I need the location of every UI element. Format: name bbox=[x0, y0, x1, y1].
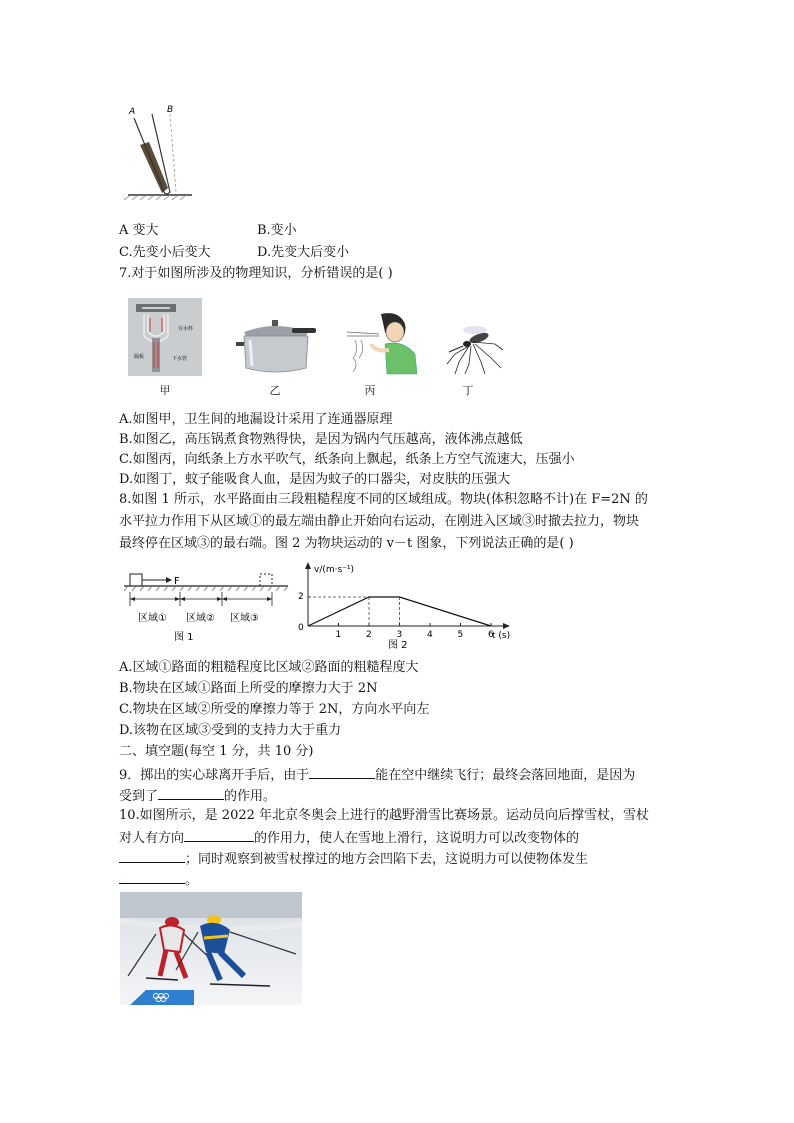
q6-option-a: A 变大 bbox=[119, 223, 159, 238]
q8-stem-line-1: 8.如图 1 所示，水平路面由三段粗糙程度不同的区域组成。物块(体积忽略不计)在 F=2N 的 bbox=[119, 492, 648, 507]
q8-stem-line-2: 水平拉力作用下从区域①的最左端由静止开始向右运动，在刚进入区域③时撤去拉力，物块 bbox=[119, 514, 640, 529]
figure-label-yi: 乙 bbox=[269, 384, 281, 397]
figure-label-ding: 丁 bbox=[462, 384, 474, 397]
x-tick-label: 6 bbox=[488, 630, 494, 640]
q8-option-a: A.区域①路面的粗糙程度比区域②路面的粗糙程度大 bbox=[119, 660, 419, 675]
section-2-title: 二、填空题(每空 1 分，共 10 分) bbox=[119, 744, 314, 759]
x-tick-label: 2 bbox=[366, 630, 372, 640]
q10-blank-1 bbox=[184, 828, 254, 842]
q7-option-d: D.如图丁，蚊子能吸食人血，是因为蚊子的口器尖，对皮肤的压强大 bbox=[119, 472, 511, 487]
y-axis-arrow bbox=[305, 562, 311, 569]
q6-option-c: C.先变小后变大 bbox=[119, 245, 211, 260]
q9-blank-1 bbox=[309, 765, 375, 779]
region-3-label: 区域③ bbox=[230, 613, 259, 624]
x-tick-label: 1 bbox=[335, 630, 342, 640]
svg-text:存水杯: 存水杯 bbox=[178, 326, 194, 332]
q6-option-d: D.先变大后变小 bbox=[257, 245, 350, 260]
q10-line-4: 。 bbox=[119, 870, 198, 890]
origin-label: 0 bbox=[298, 623, 304, 633]
tube-figure bbox=[120, 100, 200, 200]
svg-text:隔板: 隔板 bbox=[134, 354, 145, 360]
force-label: F bbox=[174, 576, 180, 587]
blowing-paper-figure bbox=[345, 310, 427, 376]
q7-option-b: B.如图乙，高压锅煮食物熟得快，是因为锅内气压越高，液体沸点越低 bbox=[119, 432, 523, 447]
q9-blank-2 bbox=[158, 786, 224, 800]
y-axis-label: v/(m·s⁻¹) bbox=[314, 565, 355, 575]
q10-line-3: ；同时观察到被雪杖撑过的地方会凹陷下去，这说明力可以使物体发生 bbox=[119, 849, 588, 869]
q9-line-1: 9．掷出的实心球离开手后，由于 能在空中继续飞行；最终会落回地面，是因为 bbox=[119, 765, 635, 785]
x-tick-label: 3 bbox=[396, 630, 403, 640]
figure-2-caption: 图 2 bbox=[388, 640, 408, 651]
velocity-series-line bbox=[308, 597, 491, 626]
q10-blank-3 bbox=[119, 870, 185, 884]
q6-option-b: B.变小 bbox=[257, 223, 297, 238]
q10-line-2: 对人有方向 的作用力，使人在雪地上滑行，这说明力可以改变物体的 bbox=[119, 828, 579, 848]
q10-line-1: 10.如图所示，是 2022 年北京冬奥会上进行的越野滑雪比赛场景。运动员向后撑雪杖，雪杖 bbox=[119, 808, 650, 823]
floor-drain-figure bbox=[128, 298, 202, 376]
figure-1-caption: 图 1 bbox=[174, 632, 194, 643]
label-b: B bbox=[167, 105, 174, 115]
vt-chart bbox=[292, 560, 522, 652]
region-1-label: 区域① bbox=[138, 613, 167, 624]
q8-stem-line-3: 最终停在区域③的最右端。图 2 为物块运动的 v－t 图象，下列说法正确的是( ) bbox=[119, 536, 574, 551]
q8-option-b: B.物块在区域①路面上所受的摩擦力大于 2N bbox=[119, 681, 378, 696]
pressure-cooker-figure bbox=[236, 318, 318, 376]
q8-option-c: C.物块在区域②所受的摩擦力等于 2N，方向水平向左 bbox=[119, 702, 430, 717]
road-figure-1 bbox=[122, 568, 292, 646]
q7-option-c: C.如图丙，向纸条上方水平吹气，纸条向上飘起，纸条上方空气流速大，压强小 bbox=[119, 452, 575, 467]
figure-label-jia: 甲 bbox=[159, 384, 171, 397]
svg-text:下水管: 下水管 bbox=[172, 356, 188, 362]
q9-line-2: 受到了 的作用。 bbox=[119, 786, 276, 806]
x-axis-arrow bbox=[503, 623, 510, 629]
x-tick-label: 5 bbox=[457, 630, 464, 640]
x-tick-label: 4 bbox=[427, 630, 433, 640]
q8-option-d: D.该物在区域③受到的支持力大于重力 bbox=[119, 723, 342, 738]
q10-blank-2 bbox=[119, 849, 185, 863]
ski-race-photo bbox=[120, 892, 302, 1005]
region-2-label: 区域② bbox=[186, 613, 215, 624]
y-tick-label: 2 bbox=[298, 592, 304, 602]
label-a: A bbox=[129, 107, 136, 117]
q7-stem: 7.对于如图所涉及的物理知识，分析错误的是( ) bbox=[119, 266, 393, 281]
mosquito-figure bbox=[445, 318, 505, 376]
figure-label-bing: 丙 bbox=[364, 384, 376, 397]
x-axis-label: t (s) bbox=[492, 631, 511, 641]
q7-option-a: A.如图甲，卫生间的地漏设计采用了连通器原理 bbox=[119, 412, 393, 427]
